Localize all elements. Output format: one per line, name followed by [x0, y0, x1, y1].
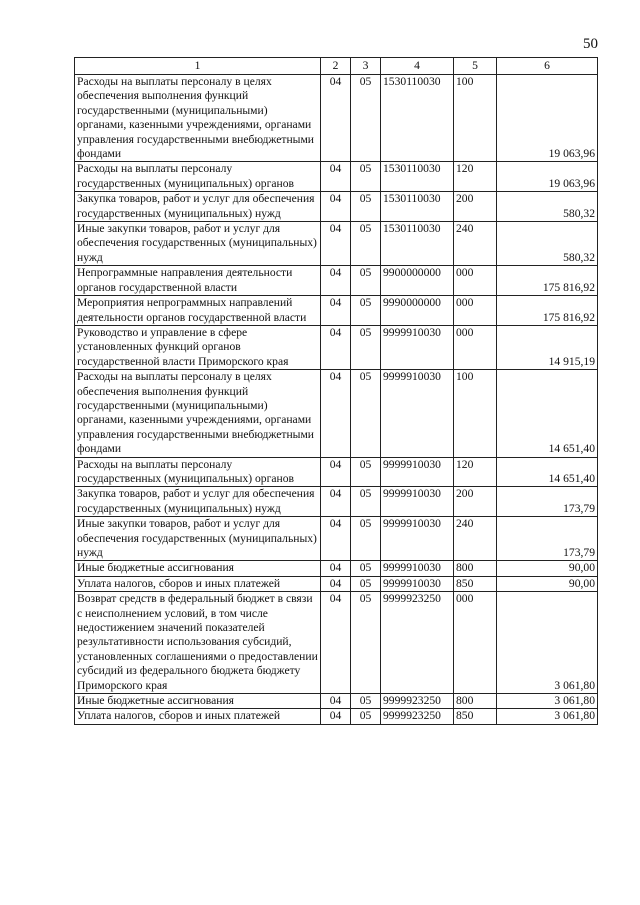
target-article-code: 9900000000: [381, 266, 454, 296]
expense-name: Непрограммные направления деятельности органов государственной власти: [75, 266, 321, 296]
subsection-code: 05: [351, 576, 381, 591]
subsection-code: 05: [351, 517, 381, 561]
column-header: 4: [381, 58, 454, 75]
target-article-code: 9999910030: [381, 487, 454, 517]
table-row: [75, 576, 598, 591]
section-code: 04: [321, 709, 351, 724]
expense-name: Расходы на выплаты персоналу в целях обеспечения выполнения функций государственными (муниципальными) органами, казенными учреждениями, органами управления государственными внебюджетными фондами: [75, 75, 321, 162]
section-code: 04: [321, 517, 351, 561]
amount-value: 3 061,80: [497, 592, 598, 694]
table-header-row: [75, 58, 598, 75]
expense-name: Закупка товаров, работ и услуг для обеспечения государственных (муниципальных) нужд: [75, 192, 321, 222]
table-row: [75, 370, 598, 457]
section-code: 04: [321, 694, 351, 709]
amount-value: 19 063,96: [497, 75, 598, 162]
table-row: [75, 592, 598, 694]
subsection-code: 05: [351, 75, 381, 162]
target-article-code: 9990000000: [381, 296, 454, 326]
amount-value: 90,00: [497, 561, 598, 576]
table-row: [75, 222, 598, 266]
expense-type-code: 000: [454, 325, 497, 369]
target-article-code: 1530110030: [381, 75, 454, 162]
target-article-code: 9999910030: [381, 561, 454, 576]
table-row: [75, 457, 598, 487]
expense-type-code: 850: [454, 709, 497, 724]
expense-type-code: 240: [454, 517, 497, 561]
section-code: 04: [321, 325, 351, 369]
expense-type-code: 850: [454, 576, 497, 591]
amount-value: 175 816,92: [497, 296, 598, 326]
table-row: [75, 325, 598, 369]
expense-type-code: 200: [454, 192, 497, 222]
expense-name: Расходы на выплаты персоналу государственных (муниципальных) органов: [75, 162, 321, 192]
subsection-code: 05: [351, 561, 381, 576]
expense-name: Возврат средств в федеральный бюджет в связи с неисполнением условий, в том числе недостижением значений показателей результативности использования субсидий, установленных соглашениями о предоставлении субсидий из федерального бюджета бюджету Приморского края: [75, 592, 321, 694]
target-article-code: 9999923250: [381, 694, 454, 709]
amount-value: 19 063,96: [497, 162, 598, 192]
table-row: [75, 709, 598, 724]
expense-name: Расходы на выплаты персоналу государственных (муниципальных) органов: [75, 457, 321, 487]
expense-type-code: 800: [454, 694, 497, 709]
table-row: [75, 296, 598, 326]
column-header: 5: [454, 58, 497, 75]
amount-value: 175 816,92: [497, 266, 598, 296]
subsection-code: 05: [351, 709, 381, 724]
section-code: 04: [321, 192, 351, 222]
subsection-code: 05: [351, 162, 381, 192]
subsection-code: 05: [351, 487, 381, 517]
table-row: [75, 561, 598, 576]
expense-name: Мероприятия непрограммных направлений деятельности органов государственной власти: [75, 296, 321, 326]
expense-type-code: 120: [454, 457, 497, 487]
subsection-code: 05: [351, 370, 381, 457]
amount-value: 90,00: [497, 576, 598, 591]
target-article-code: 1530110030: [381, 162, 454, 192]
amount-value: 173,79: [497, 517, 598, 561]
target-article-code: 9999923250: [381, 592, 454, 694]
amount-value: 173,79: [497, 487, 598, 517]
column-header: 2: [321, 58, 351, 75]
expense-type-code: 240: [454, 222, 497, 266]
expense-name: Иные бюджетные ассигнования: [75, 694, 321, 709]
section-code: 04: [321, 561, 351, 576]
expense-type-code: 800: [454, 561, 497, 576]
expense-name: Расходы на выплаты персоналу в целях обеспечения выполнения функций государственными (муниципальными) органами, казенными учреждениями, органами управления государственными внебюджетными фондами: [75, 370, 321, 457]
amount-value: 3 061,80: [497, 709, 598, 724]
table-row: [75, 266, 598, 296]
column-header: 6: [497, 58, 598, 75]
subsection-code: 05: [351, 266, 381, 296]
expense-type-code: 100: [454, 370, 497, 457]
expense-type-code: 000: [454, 296, 497, 326]
target-article-code: 9999910030: [381, 517, 454, 561]
target-article-code: 9999910030: [381, 576, 454, 591]
column-header: 1: [75, 58, 321, 75]
target-article-code: 1530110030: [381, 192, 454, 222]
expense-type-code: 200: [454, 487, 497, 517]
table-row: [75, 487, 598, 517]
expense-name: Иные закупки товаров, работ и услуг для обеспечения государственных (муниципальных) нужд: [75, 517, 321, 561]
section-code: 04: [321, 162, 351, 192]
subsection-code: 05: [351, 222, 381, 266]
section-code: 04: [321, 75, 351, 162]
page-number: 50: [583, 36, 598, 52]
section-code: 04: [321, 266, 351, 296]
budget-table: [74, 57, 598, 725]
section-code: 04: [321, 487, 351, 517]
subsection-code: 05: [351, 592, 381, 694]
target-article-code: 9999923250: [381, 709, 454, 724]
expense-name: Уплата налогов, сборов и иных платежей: [75, 576, 321, 591]
section-code: 04: [321, 592, 351, 694]
section-code: 04: [321, 457, 351, 487]
expense-name: Иные закупки товаров, работ и услуг для обеспечения государственных (муниципальных) нужд: [75, 222, 321, 266]
expense-name: Иные бюджетные ассигнования: [75, 561, 321, 576]
table-row: [75, 694, 598, 709]
table-row: [75, 517, 598, 561]
expense-type-code: 100: [454, 75, 497, 162]
target-article-code: 9999910030: [381, 370, 454, 457]
target-article-code: 9999910030: [381, 457, 454, 487]
expense-name: Уплата налогов, сборов и иных платежей: [75, 709, 321, 724]
amount-value: 14 915,19: [497, 325, 598, 369]
subsection-code: 05: [351, 325, 381, 369]
amount-value: 14 651,40: [497, 457, 598, 487]
expense-type-code: 000: [454, 592, 497, 694]
subsection-code: 05: [351, 694, 381, 709]
table-row: [75, 162, 598, 192]
subsection-code: 05: [351, 296, 381, 326]
target-article-code: 1530110030: [381, 222, 454, 266]
subsection-code: 05: [351, 457, 381, 487]
expense-type-code: 120: [454, 162, 497, 192]
subsection-code: 05: [351, 192, 381, 222]
section-code: 04: [321, 296, 351, 326]
table-row: [75, 192, 598, 222]
amount-value: 580,32: [497, 222, 598, 266]
amount-value: 3 061,80: [497, 694, 598, 709]
section-code: 04: [321, 222, 351, 266]
expense-name: Закупка товаров, работ и услуг для обеспечения государственных (муниципальных) нужд: [75, 487, 321, 517]
expense-name: Руководство и управление в сфере установленных функций органов государственной власти Приморского края: [75, 325, 321, 369]
section-code: 04: [321, 576, 351, 591]
expense-type-code: 000: [454, 266, 497, 296]
column-header: 3: [351, 58, 381, 75]
table-row: [75, 75, 598, 162]
amount-value: 580,32: [497, 192, 598, 222]
amount-value: 14 651,40: [497, 370, 598, 457]
target-article-code: 9999910030: [381, 325, 454, 369]
section-code: 04: [321, 370, 351, 457]
